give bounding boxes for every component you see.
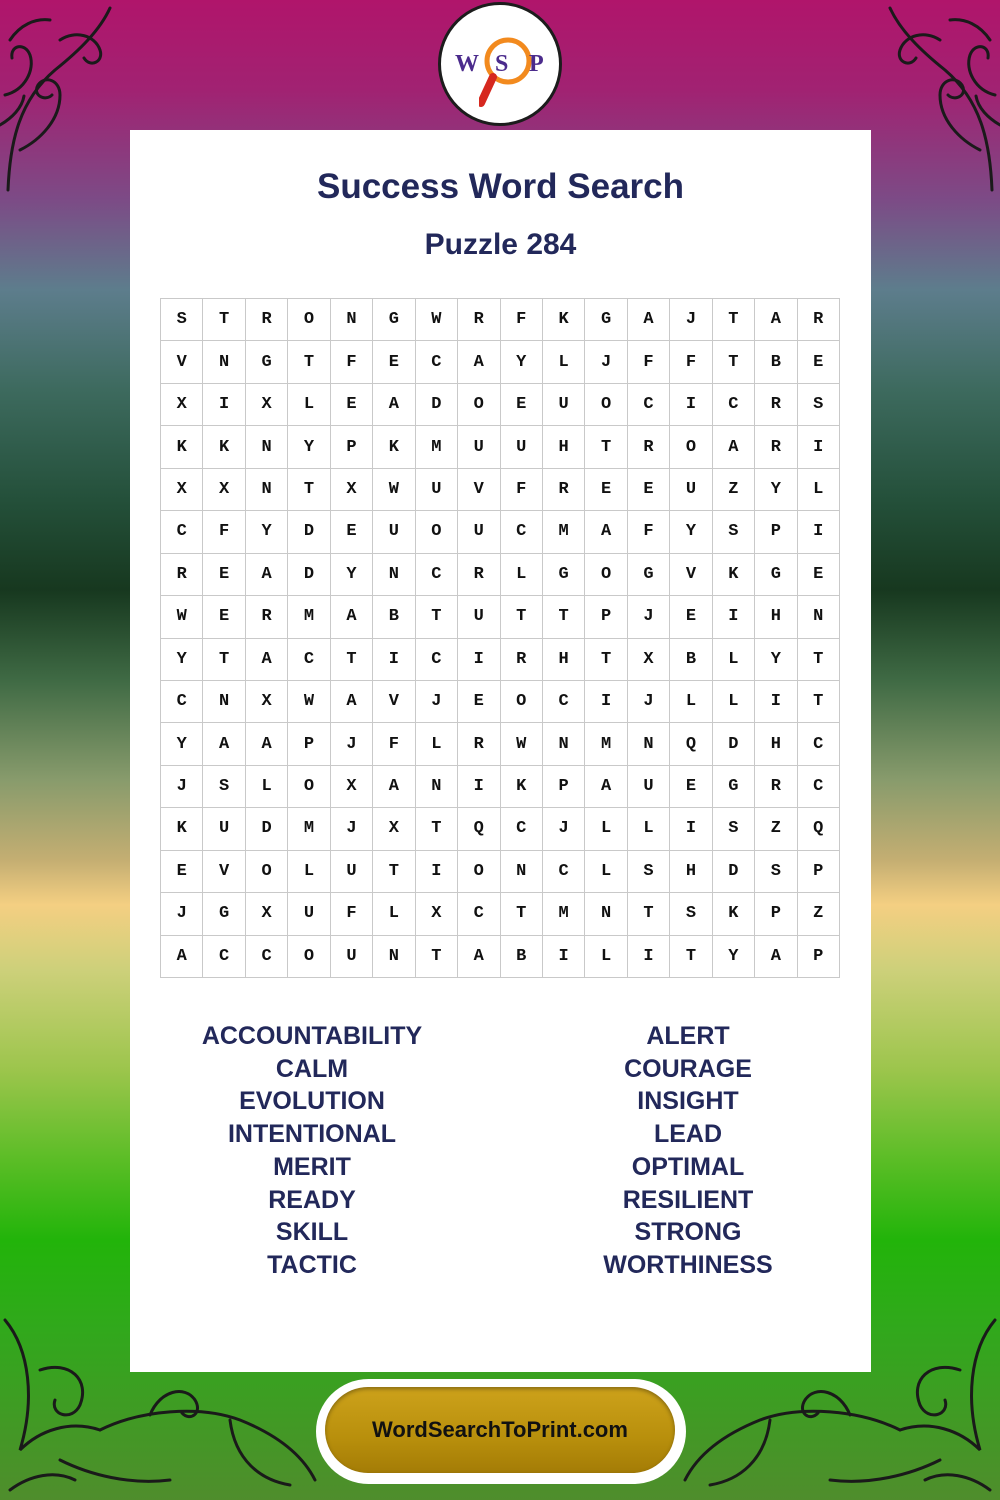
grid-cell[interactable]: V: [203, 851, 245, 893]
grid-cell[interactable]: A: [203, 723, 245, 765]
grid-cell[interactable]: L: [288, 384, 330, 426]
grid-cell[interactable]: F: [203, 511, 245, 553]
word-list-item: STRONG: [634, 1218, 742, 1247]
grid-cell[interactable]: V: [161, 341, 203, 383]
word-list-item: WORTHINESS: [603, 1250, 773, 1279]
grid-cell[interactable]: I: [628, 936, 670, 978]
grid-cell[interactable]: Y: [246, 511, 288, 553]
grid-cell[interactable]: F: [628, 511, 670, 553]
grid-cell[interactable]: V: [670, 554, 712, 596]
grid-cell[interactable]: K: [713, 893, 755, 935]
grid-cell[interactable]: W: [416, 299, 458, 341]
logo-letter-p: P: [529, 51, 544, 77]
grid-cell[interactable]: J: [161, 766, 203, 808]
grid-cell[interactable]: L: [373, 893, 415, 935]
grid-cell[interactable]: N: [331, 299, 373, 341]
word-list-item: TACTIC: [267, 1250, 357, 1279]
grid-cell[interactable]: O: [288, 766, 330, 808]
grid-cell[interactable]: U: [288, 893, 330, 935]
grid-cell[interactable]: J: [331, 808, 373, 850]
grid-cell[interactable]: S: [798, 384, 840, 426]
grid-cell[interactable]: L: [713, 681, 755, 723]
site-link-button[interactable]: [316, 1379, 686, 1484]
grid-cell[interactable]: Q: [670, 723, 712, 765]
grid-cell[interactable]: I: [416, 851, 458, 893]
grid-cell[interactable]: X: [246, 893, 288, 935]
grid-cell[interactable]: A: [755, 936, 797, 978]
grid-cell[interactable]: Y: [755, 639, 797, 681]
grid-cell[interactable]: A: [585, 511, 627, 553]
grid-cell[interactable]: O: [585, 554, 627, 596]
grid-cell[interactable]: K: [543, 299, 585, 341]
grid-cell[interactable]: Y: [755, 469, 797, 511]
grid-cell[interactable]: R: [458, 554, 500, 596]
grid-cell[interactable]: G: [713, 766, 755, 808]
grid-cell[interactable]: R: [161, 554, 203, 596]
grid-cell[interactable]: J: [628, 681, 670, 723]
grid-cell[interactable]: X: [331, 469, 373, 511]
grid-cell[interactable]: T: [416, 808, 458, 850]
grid-cell[interactable]: P: [543, 766, 585, 808]
grid-cell[interactable]: S: [161, 299, 203, 341]
grid-cell[interactable]: E: [585, 469, 627, 511]
grid-cell[interactable]: P: [798, 851, 840, 893]
grid-cell[interactable]: O: [246, 851, 288, 893]
grid-cell[interactable]: M: [543, 511, 585, 553]
grid-cell[interactable]: I: [458, 639, 500, 681]
word-list-item: RESILIENT: [622, 1185, 754, 1214]
grid-cell[interactable]: U: [373, 511, 415, 553]
grid-cell[interactable]: S: [713, 808, 755, 850]
grid-cell[interactable]: V: [458, 469, 500, 511]
grid-cell[interactable]: R: [755, 766, 797, 808]
grid-cell[interactable]: D: [713, 723, 755, 765]
grid-cell[interactable]: Y: [713, 936, 755, 978]
grid-cell[interactable]: C: [288, 639, 330, 681]
grid-cell[interactable]: T: [416, 596, 458, 638]
grid-cell[interactable]: S: [755, 851, 797, 893]
grid-cell[interactable]: W: [373, 469, 415, 511]
grid-cell[interactable]: L: [628, 808, 670, 850]
grid-cell[interactable]: L: [798, 469, 840, 511]
grid-cell[interactable]: W: [288, 681, 330, 723]
grid-cell[interactable]: R: [628, 426, 670, 468]
grid-cell[interactable]: W: [501, 723, 543, 765]
grid-cell[interactable]: G: [755, 554, 797, 596]
grid-cell[interactable]: E: [203, 554, 245, 596]
grid-cell[interactable]: H: [755, 723, 797, 765]
grid-cell[interactable]: T: [670, 936, 712, 978]
grid-cell[interactable]: N: [246, 426, 288, 468]
grid-cell[interactable]: A: [161, 936, 203, 978]
grid-cell[interactable]: P: [755, 893, 797, 935]
grid-cell[interactable]: L: [246, 766, 288, 808]
grid-cell[interactable]: U: [628, 766, 670, 808]
grid-cell[interactable]: A: [373, 766, 415, 808]
grid-cell[interactable]: O: [288, 299, 330, 341]
grid-cell[interactable]: I: [203, 384, 245, 426]
grid-cell[interactable]: J: [670, 299, 712, 341]
grid-cell[interactable]: E: [458, 681, 500, 723]
grid-cell[interactable]: N: [203, 681, 245, 723]
grid-cell[interactable]: E: [501, 384, 543, 426]
word-list-item: COURAGE: [624, 1054, 752, 1083]
grid-cell[interactable]: T: [203, 299, 245, 341]
grid-cell[interactable]: A: [585, 766, 627, 808]
grid-cell[interactable]: K: [203, 426, 245, 468]
grid-cell[interactable]: G: [246, 341, 288, 383]
grid-cell[interactable]: T: [288, 469, 330, 511]
grid-cell[interactable]: Y: [501, 341, 543, 383]
grid-cell[interactable]: U: [458, 596, 500, 638]
grid-cell[interactable]: T: [798, 681, 840, 723]
grid-cell[interactable]: P: [331, 426, 373, 468]
grid-cell[interactable]: G: [628, 554, 670, 596]
grid-cell[interactable]: X: [416, 893, 458, 935]
grid-cell[interactable]: N: [246, 469, 288, 511]
word-list-item: READY: [268, 1185, 356, 1214]
grid-cell[interactable]: E: [331, 511, 373, 553]
grid-cell[interactable]: E: [331, 384, 373, 426]
grid-cell[interactable]: E: [628, 469, 670, 511]
grid-cell[interactable]: C: [713, 384, 755, 426]
grid-cell[interactable]: B: [373, 596, 415, 638]
grid-cell[interactable]: R: [246, 299, 288, 341]
grid-cell[interactable]: N: [798, 596, 840, 638]
grid-cell[interactable]: A: [373, 384, 415, 426]
grid-cell[interactable]: I: [670, 384, 712, 426]
grid-cell[interactable]: L: [288, 851, 330, 893]
grid-cell[interactable]: E: [798, 554, 840, 596]
grid-cell[interactable]: G: [585, 299, 627, 341]
grid-cell[interactable]: E: [373, 341, 415, 383]
grid-cell[interactable]: A: [628, 299, 670, 341]
grid-cell[interactable]: L: [416, 723, 458, 765]
grid-cell[interactable]: K: [501, 766, 543, 808]
grid-cell[interactable]: R: [501, 639, 543, 681]
grid-cell[interactable]: C: [246, 936, 288, 978]
grid-cell[interactable]: P: [585, 596, 627, 638]
grid-cell[interactable]: C: [543, 681, 585, 723]
grid-cell[interactable]: F: [628, 341, 670, 383]
grid-cell[interactable]: C: [161, 511, 203, 553]
grid-cell[interactable]: C: [161, 681, 203, 723]
letter-grid: [160, 298, 840, 978]
grid-cell[interactable]: D: [288, 511, 330, 553]
page-title: Success Word Search: [316, 167, 685, 206]
grid-cell[interactable]: J: [416, 681, 458, 723]
grid-cell[interactable]: T: [203, 639, 245, 681]
grid-cell[interactable]: U: [543, 384, 585, 426]
word-list-item: EVOLUTION: [239, 1087, 385, 1116]
grid-cell[interactable]: C: [203, 936, 245, 978]
grid-cell[interactable]: J: [585, 341, 627, 383]
grid-cell[interactable]: C: [416, 341, 458, 383]
grid-cell[interactable]: I: [458, 766, 500, 808]
grid-cell[interactable]: T: [798, 639, 840, 681]
corner-flourish-top-left: [0, 0, 130, 200]
grid-cell[interactable]: F: [501, 469, 543, 511]
grid-cell[interactable]: L: [585, 936, 627, 978]
grid-cell[interactable]: A: [246, 554, 288, 596]
grid-cell[interactable]: F: [373, 723, 415, 765]
grid-cell[interactable]: U: [501, 426, 543, 468]
grid-cell[interactable]: T: [416, 936, 458, 978]
grid-cell[interactable]: C: [543, 851, 585, 893]
grid-cell[interactable]: E: [670, 596, 712, 638]
word-list-item: CALM: [275, 1054, 349, 1083]
word-list-item: INSIGHT: [637, 1087, 739, 1116]
grid-cell[interactable]: A: [713, 426, 755, 468]
grid-cell[interactable]: L: [585, 851, 627, 893]
grid-cell[interactable]: G: [543, 554, 585, 596]
grid-cell[interactable]: B: [755, 341, 797, 383]
grid-cell[interactable]: A: [458, 936, 500, 978]
grid-cell[interactable]: I: [798, 426, 840, 468]
logo-letter-w: W: [455, 51, 479, 77]
grid-cell[interactable]: H: [755, 596, 797, 638]
grid-cell[interactable]: J: [543, 808, 585, 850]
grid-cell[interactable]: U: [331, 851, 373, 893]
grid-cell[interactable]: Z: [798, 893, 840, 935]
grid-cell[interactable]: O: [288, 936, 330, 978]
grid-cell[interactable]: R: [458, 299, 500, 341]
grid-cell[interactable]: H: [543, 426, 585, 468]
grid-cell[interactable]: N: [543, 723, 585, 765]
grid-cell[interactable]: X: [628, 639, 670, 681]
grid-cell[interactable]: T: [585, 639, 627, 681]
grid-cell[interactable]: P: [755, 511, 797, 553]
grid-cell[interactable]: A: [458, 341, 500, 383]
grid-cell[interactable]: F: [331, 341, 373, 383]
grid-cell[interactable]: R: [755, 384, 797, 426]
grid-cell[interactable]: U: [458, 426, 500, 468]
grid-cell[interactable]: S: [203, 766, 245, 808]
grid-cell[interactable]: X: [331, 766, 373, 808]
grid-cell[interactable]: C: [416, 554, 458, 596]
grid-cell[interactable]: C: [416, 639, 458, 681]
grid-cell[interactable]: O: [501, 681, 543, 723]
grid-cell[interactable]: K: [713, 554, 755, 596]
grid-cell[interactable]: S: [628, 851, 670, 893]
logo-badge: [449, 13, 551, 115]
grid-cell[interactable]: S: [670, 893, 712, 935]
grid-cell[interactable]: Q: [458, 808, 500, 850]
word-list-left: [152, 1020, 472, 1282]
grid-cell[interactable]: C: [501, 511, 543, 553]
grid-cell[interactable]: I: [543, 936, 585, 978]
grid-cell[interactable]: Y: [670, 511, 712, 553]
grid-cell[interactable]: Y: [161, 723, 203, 765]
grid-cell[interactable]: A: [331, 681, 373, 723]
grid-cell[interactable]: J: [628, 596, 670, 638]
grid-cell[interactable]: L: [585, 808, 627, 850]
word-list-item: LEAD: [653, 1120, 723, 1149]
site-link-label: WordSearchToPrint.com: [372, 1417, 628, 1442]
grid-cell[interactable]: T: [713, 341, 755, 383]
grid-cell[interactable]: R: [458, 723, 500, 765]
grid-cell[interactable]: C: [628, 384, 670, 426]
grid-cell[interactable]: T: [501, 596, 543, 638]
grid-cell[interactable]: G: [203, 893, 245, 935]
grid-cell[interactable]: N: [373, 936, 415, 978]
grid-cell[interactable]: X: [161, 469, 203, 511]
grid-cell[interactable]: D: [246, 808, 288, 850]
grid-cell[interactable]: C: [458, 893, 500, 935]
grid-cell[interactable]: G: [373, 299, 415, 341]
grid-cell[interactable]: C: [798, 723, 840, 765]
grid-cell[interactable]: A: [246, 723, 288, 765]
grid-cell[interactable]: Q: [798, 808, 840, 850]
grid-cell[interactable]: T: [288, 341, 330, 383]
grid-cell[interactable]: M: [288, 596, 330, 638]
grid-cell[interactable]: Z: [755, 808, 797, 850]
grid-cell[interactable]: Y: [288, 426, 330, 468]
grid-cell[interactable]: I: [713, 596, 755, 638]
grid-cell[interactable]: B: [501, 936, 543, 978]
grid-cell[interactable]: T: [373, 851, 415, 893]
grid-cell[interactable]: L: [713, 639, 755, 681]
grid-cell[interactable]: I: [670, 808, 712, 850]
word-list-item: ALERT: [646, 1022, 730, 1050]
grid-cell[interactable]: T: [543, 596, 585, 638]
grid-cell[interactable]: M: [585, 723, 627, 765]
grid-cell[interactable]: E: [670, 766, 712, 808]
grid-cell[interactable]: M: [416, 426, 458, 468]
grid-cell[interactable]: J: [331, 723, 373, 765]
grid-cell[interactable]: D: [288, 554, 330, 596]
grid-cell[interactable]: F: [501, 299, 543, 341]
grid-cell[interactable]: E: [798, 341, 840, 383]
grid-cell[interactable]: O: [458, 384, 500, 426]
grid-cell[interactable]: N: [628, 723, 670, 765]
grid-cell[interactable]: I: [585, 681, 627, 723]
grid-cell[interactable]: X: [246, 681, 288, 723]
word-list-item: INTENTIONAL: [227, 1120, 397, 1149]
grid-cell[interactable]: A: [246, 639, 288, 681]
grid-cell[interactable]: O: [458, 851, 500, 893]
grid-cell[interactable]: H: [543, 639, 585, 681]
grid-cell[interactable]: M: [543, 893, 585, 935]
puzzle-number: Puzzle 284: [424, 228, 577, 261]
grid-cell[interactable]: U: [458, 511, 500, 553]
grid-cell[interactable]: K: [161, 426, 203, 468]
word-list-item: SKILL: [275, 1218, 349, 1247]
grid-cell[interactable]: P: [798, 936, 840, 978]
grid-cell[interactable]: B: [670, 639, 712, 681]
grid-cell[interactable]: U: [416, 469, 458, 511]
grid-cell[interactable]: E: [161, 851, 203, 893]
grid-cell[interactable]: N: [585, 893, 627, 935]
grid-cell[interactable]: T: [501, 893, 543, 935]
grid-cell[interactable]: S: [713, 511, 755, 553]
grid-cell[interactable]: H: [670, 851, 712, 893]
grid-cell[interactable]: D: [713, 851, 755, 893]
grid-cell[interactable]: L: [501, 554, 543, 596]
word-list-item: ACCOUNTABILITY: [201, 1022, 423, 1050]
grid-cell[interactable]: J: [161, 893, 203, 935]
grid-cell[interactable]: Z: [713, 469, 755, 511]
word-list-item: MERIT: [273, 1152, 351, 1181]
grid-cell[interactable]: T: [585, 426, 627, 468]
grid-cell[interactable]: N: [501, 851, 543, 893]
grid-cell[interactable]: N: [416, 766, 458, 808]
logo-letter-s: S: [495, 51, 509, 77]
grid-cell[interactable]: I: [755, 681, 797, 723]
grid-cell[interactable]: U: [331, 936, 373, 978]
grid-cell[interactable]: K: [373, 426, 415, 468]
grid-cell[interactable]: K: [161, 808, 203, 850]
grid-cell[interactable]: N: [373, 554, 415, 596]
word-list-item: OPTIMAL: [631, 1152, 745, 1181]
grid-cell[interactable]: F: [670, 341, 712, 383]
corner-flourish-top-right: [870, 0, 1000, 200]
grid-cell[interactable]: U: [203, 808, 245, 850]
grid-cell[interactable]: T: [331, 639, 373, 681]
grid-cell[interactable]: C: [501, 808, 543, 850]
grid-cell[interactable]: T: [713, 299, 755, 341]
grid-cell[interactable]: V: [373, 681, 415, 723]
grid-cell[interactable]: U: [670, 469, 712, 511]
grid-cell[interactable]: L: [670, 681, 712, 723]
grid-cell[interactable]: A: [755, 299, 797, 341]
grid-cell[interactable]: I: [373, 639, 415, 681]
word-list-right: [528, 1020, 848, 1282]
grid-cell[interactable]: X: [373, 808, 415, 850]
grid-cell[interactable]: R: [543, 469, 585, 511]
grid-cell[interactable]: O: [585, 384, 627, 426]
grid-cell[interactable]: M: [288, 808, 330, 850]
grid-cell[interactable]: Y: [161, 639, 203, 681]
grid-cell[interactable]: I: [798, 511, 840, 553]
grid-cell[interactable]: C: [798, 766, 840, 808]
grid-cell[interactable]: X: [161, 384, 203, 426]
site-logo[interactable]: [438, 2, 562, 126]
grid-cell[interactable]: L: [543, 341, 585, 383]
grid-cell[interactable]: N: [203, 341, 245, 383]
grid-cell[interactable]: A: [331, 596, 373, 638]
grid-cell[interactable]: O: [670, 426, 712, 468]
grid-cell[interactable]: O: [416, 511, 458, 553]
grid-cell[interactable]: W: [161, 596, 203, 638]
grid-cell[interactable]: P: [288, 723, 330, 765]
grid-cell[interactable]: Y: [331, 554, 373, 596]
grid-cell[interactable]: T: [628, 893, 670, 935]
grid-cell[interactable]: X: [246, 384, 288, 426]
grid-cell[interactable]: R: [755, 426, 797, 468]
site-link-face: [325, 1387, 675, 1473]
grid-cell[interactable]: D: [416, 384, 458, 426]
grid-cell[interactable]: R: [798, 299, 840, 341]
grid-cell[interactable]: F: [331, 893, 373, 935]
grid-cell[interactable]: X: [203, 469, 245, 511]
grid-cell[interactable]: R: [246, 596, 288, 638]
grid-cell[interactable]: E: [203, 596, 245, 638]
